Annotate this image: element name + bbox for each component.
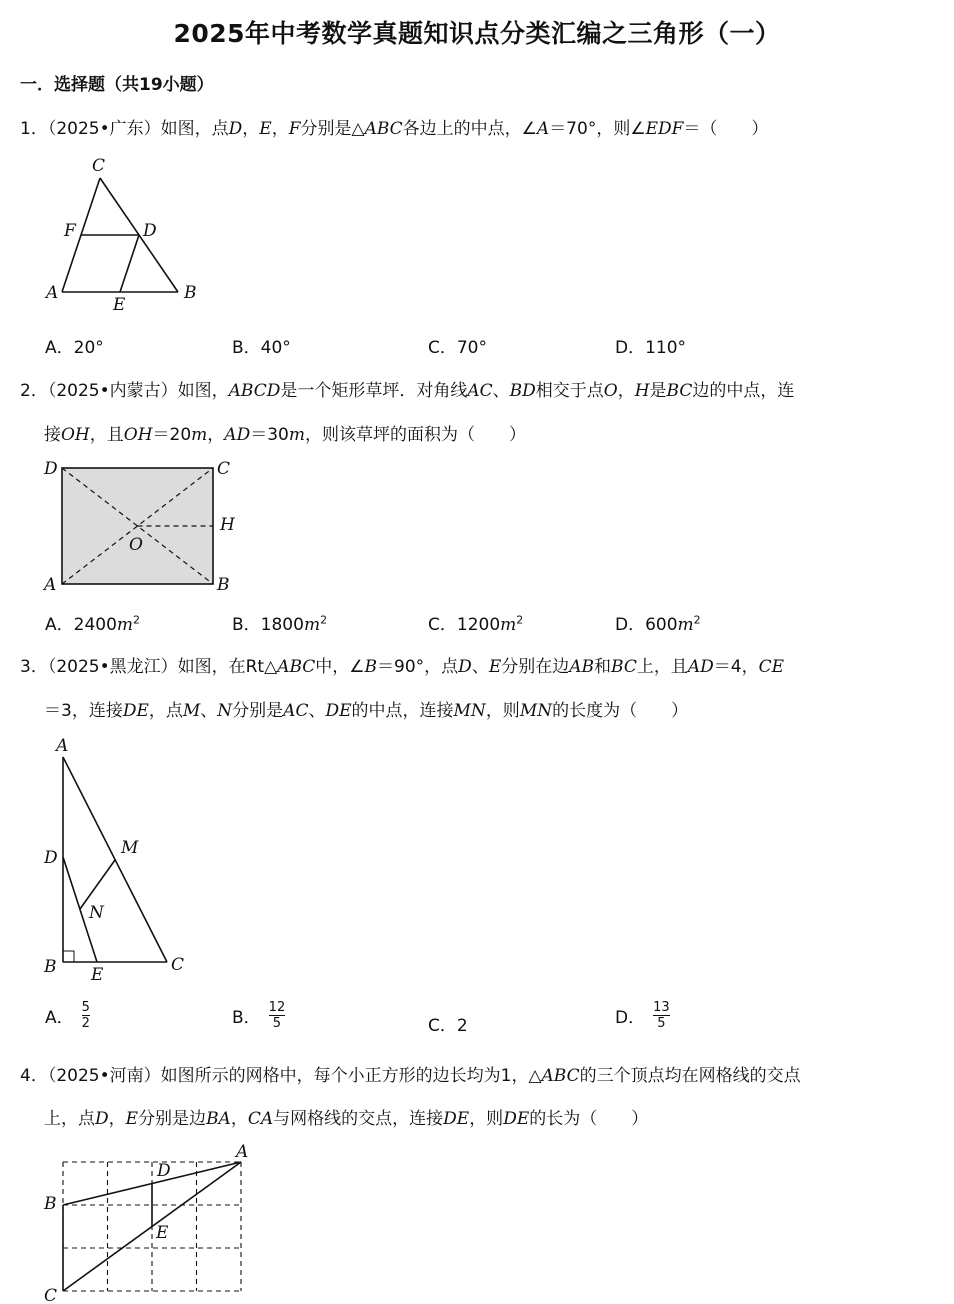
label-d: D (157, 1161, 171, 1181)
label-d: D (143, 221, 157, 241)
label-a: A (236, 1142, 249, 1162)
question-number: 1． (20, 119, 48, 139)
label-b: B (44, 1194, 57, 1214)
label-d: D (44, 459, 58, 479)
label-a: A (46, 283, 59, 303)
q2-option-c[interactable]: C．$1200m^2$ (428, 613, 524, 635)
label-c: C (171, 955, 185, 975)
q1-option-c[interactable]: C．70° (428, 338, 488, 358)
question-2-text: 2．（2025•内蒙古）如图，ABCD是一个矩形草坪．对角线AC、BD相交于点O，H是BC边的中点，连 (20, 381, 795, 401)
label-b: B (44, 957, 57, 977)
question-source: （2025•内蒙古） (47, 381, 178, 401)
question-3-text: 3．（2025•黑龙江）如图，在Rt△ABC中，∠B＝90°，点D、E分别在边AB和BC上，且AD＝4，CE (20, 657, 785, 677)
q3-option-d[interactable]: D． $\frac{13}{5}$ (615, 1000, 670, 1031)
q3-option-b[interactable]: B． $\frac{12}{5}$ (232, 1000, 286, 1031)
label-e: E (91, 965, 104, 985)
q3-option-c[interactable]: C．2 (428, 1016, 468, 1036)
label-n: N (89, 903, 104, 923)
question-number: 4． (20, 1066, 48, 1086)
label-c: C (92, 156, 106, 176)
question-number: 2． (20, 381, 48, 401)
label-c: C (217, 459, 231, 479)
label-c: C (44, 1286, 58, 1304)
question-source: （2025•河南） (47, 1066, 161, 1086)
label-e: E (156, 1223, 169, 1243)
question-number: 3． (20, 657, 48, 677)
question-4-text: 4．（2025•河南）如图所示的网格中，每个小正方形的边长均为1，△ABC的三个顶点均在网格线的交点 (20, 1066, 801, 1086)
label-d: D (44, 848, 58, 868)
question-2-text-line2: 接OH，且OH＝20m，AD＝30m，则该草坪的面积为（ ） (44, 425, 526, 445)
q2-option-a[interactable]: A．$2400m^2$ (45, 613, 141, 635)
question-4-text-line2: 上，点D，E分别是边BA，CA与网格线的交点，连接DE，则DE的长为（ ） (44, 1109, 649, 1129)
label-o: O (129, 535, 143, 555)
label-e: E (113, 295, 126, 315)
q1-option-d[interactable]: D．110° (615, 338, 687, 358)
label-m: M (121, 838, 139, 858)
question-3-text-line2: ＝3，连接DE，点M、N分别是AC、DE的中点，连接MN，则MN的长度为（ ） (44, 701, 689, 721)
label-a: A (44, 575, 57, 595)
question-source: （2025•广东） (47, 119, 161, 139)
label-b: B (217, 575, 230, 595)
q2-option-b[interactable]: B．$1800m^2$ (232, 613, 328, 635)
label-f: F (64, 221, 76, 241)
q1-option-b[interactable]: B．40° (232, 338, 291, 358)
label-h: H (220, 515, 235, 535)
q2-option-d[interactable]: D．$600m^2$ (615, 613, 701, 635)
q1-option-a[interactable]: A．20° (45, 338, 104, 358)
question-source: （2025•黑龙江） (47, 657, 178, 677)
label-a: A (56, 736, 69, 756)
question-1-text: 1．（2025•广东）如图，点D，E，F分别是△ABC各边上的中点，∠A＝70°，则∠EDF＝（ ） (20, 119, 769, 139)
page-title: 2025年中考数学真题知识点分类汇编之三角形（一） (173, 19, 781, 48)
section-heading: 一．选择题（共19小题） (20, 75, 214, 95)
q3-option-a[interactable]: A． $\frac{5}{2}$ (45, 1000, 90, 1031)
label-b: B (184, 283, 197, 303)
